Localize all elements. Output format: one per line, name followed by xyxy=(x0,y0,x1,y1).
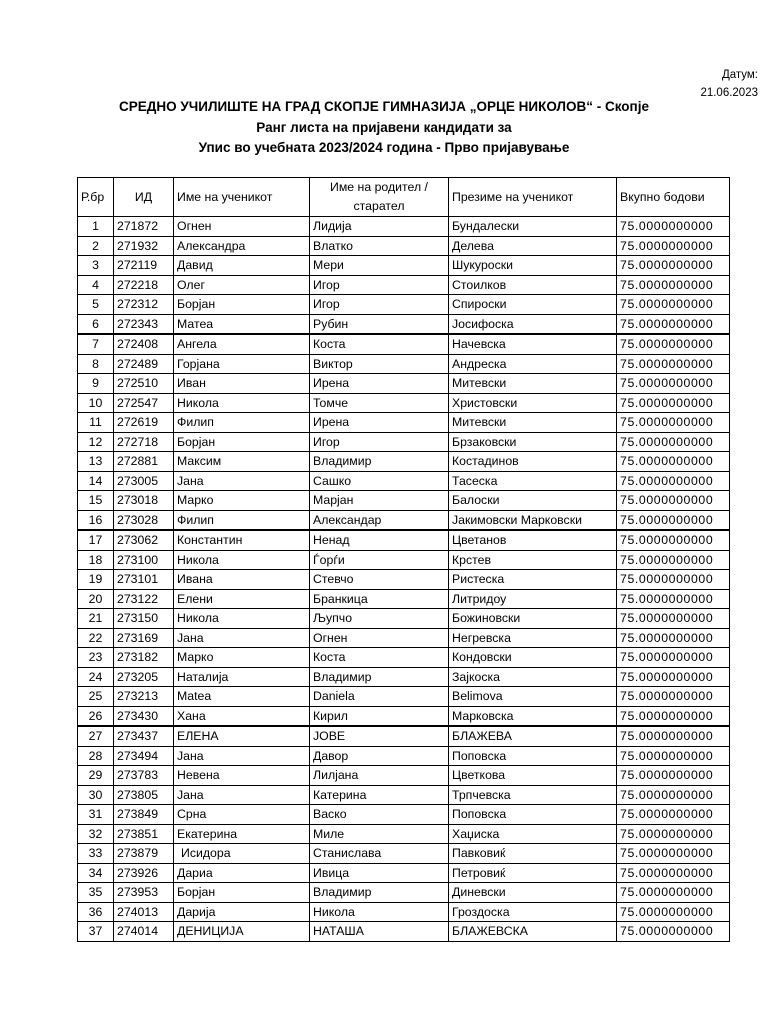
table-row xyxy=(78,510,730,530)
points-cell: 75.0000000000 xyxy=(617,413,730,433)
student-name-cell: Давид xyxy=(174,256,310,276)
parent-name-cell: Бранкица xyxy=(310,589,449,609)
parent-name-cell: Марјан xyxy=(310,491,449,511)
points-cell: 75.0000000000 xyxy=(617,510,730,530)
table-row xyxy=(78,824,730,844)
table-row xyxy=(78,667,730,687)
table-row xyxy=(78,236,730,256)
points-cell: 75.0000000000 xyxy=(617,452,730,472)
student-name-cell: Марко xyxy=(174,491,310,511)
student-name-cell: Дариа xyxy=(174,863,310,883)
student-name-cell: Огнен xyxy=(174,217,310,237)
rank-cell: 24 xyxy=(78,667,114,687)
points-cell: 75.0000000000 xyxy=(617,785,730,805)
points-cell: 75.0000000000 xyxy=(617,687,730,707)
surname-cell: Брзаковски xyxy=(449,432,617,452)
id-cell: 273879 xyxy=(114,844,174,864)
id-cell: 273851 xyxy=(114,824,174,844)
points-cell: 75.0000000000 xyxy=(617,863,730,883)
table-row xyxy=(78,256,730,276)
id-cell: 273494 xyxy=(114,746,174,766)
student-name-cell: Невена xyxy=(174,766,310,786)
parent-name-cell: Кирил xyxy=(310,706,449,726)
surname-cell: БЛАЖЕВА xyxy=(449,726,617,746)
table-row xyxy=(78,334,730,354)
points-cell: 75.0000000000 xyxy=(617,746,730,766)
rank-cell: 27 xyxy=(78,726,114,746)
student-name-cell: Горјана xyxy=(174,354,310,374)
parent-name-cell: Станислава xyxy=(310,844,449,864)
surname-cell: Митевски xyxy=(449,413,617,433)
id-cell: 271932 xyxy=(114,236,174,256)
id-cell: 273805 xyxy=(114,785,174,805)
ranking-table xyxy=(77,177,730,942)
id-cell: 272489 xyxy=(114,354,174,374)
points-cell: 75.0000000000 xyxy=(617,550,730,570)
points-cell: 75.0000000000 xyxy=(617,706,730,726)
student-name-cell: Јана xyxy=(174,628,310,648)
rank-cell: 15 xyxy=(78,491,114,511)
table-row xyxy=(78,805,730,825)
points-cell: 75.0000000000 xyxy=(617,236,730,256)
id-cell: 273122 xyxy=(114,589,174,609)
points-cell: 75.0000000000 xyxy=(617,902,730,922)
student-name-cell: Хана xyxy=(174,706,310,726)
parent-name-cell: Коста xyxy=(310,648,449,668)
surname-cell: Божиновски xyxy=(449,609,617,629)
parent-name-cell: Љупчо xyxy=(310,609,449,629)
surname-cell: Спироски xyxy=(449,295,617,315)
table-row xyxy=(78,471,730,491)
header-parent-name: Име на родител /старател xyxy=(310,178,449,217)
rank-cell: 25 xyxy=(78,687,114,707)
points-cell: 75.0000000000 xyxy=(617,374,730,394)
id-cell: 273062 xyxy=(114,530,174,550)
rank-cell: 36 xyxy=(78,902,114,922)
rank-cell: 18 xyxy=(78,550,114,570)
points-cell: 75.0000000000 xyxy=(617,275,730,295)
student-name-cell: Борјан xyxy=(174,295,310,315)
rank-cell: 16 xyxy=(78,510,114,530)
surname-cell: Шукуроски xyxy=(449,256,617,276)
parent-name-cell: Ирена xyxy=(310,413,449,433)
rank-cell: 32 xyxy=(78,824,114,844)
student-name-cell: Никола xyxy=(174,550,310,570)
surname-cell: Костадинов xyxy=(449,452,617,472)
parent-name-cell: Мери xyxy=(310,256,449,276)
points-cell: 75.0000000000 xyxy=(617,471,730,491)
table-row xyxy=(78,589,730,609)
rank-cell: 30 xyxy=(78,785,114,805)
parent-name-cell: Ненад xyxy=(310,530,449,550)
surname-cell: Трпчевска xyxy=(449,785,617,805)
points-cell: 75.0000000000 xyxy=(617,314,730,334)
surname-cell: Стоилков xyxy=(449,275,617,295)
rank-cell: 17 xyxy=(78,530,114,550)
student-name-cell: Никола xyxy=(174,609,310,629)
table-row xyxy=(78,550,730,570)
student-name-cell: Борјан xyxy=(174,883,310,903)
surname-cell: Митевски xyxy=(449,374,617,394)
table-row xyxy=(78,687,730,707)
id-cell: 273169 xyxy=(114,628,174,648)
id-cell: 273953 xyxy=(114,883,174,903)
parent-name-cell: Томче xyxy=(310,393,449,413)
student-name-cell: Наталија xyxy=(174,667,310,687)
points-cell: 75.0000000000 xyxy=(617,609,730,629)
parent-name-cell: Коста xyxy=(310,334,449,354)
student-name-cell: Филип xyxy=(174,510,310,530)
id-cell: 272408 xyxy=(114,334,174,354)
table-row xyxy=(78,766,730,786)
id-cell: 272718 xyxy=(114,432,174,452)
student-name-cell: Исидора xyxy=(174,844,310,864)
surname-cell: Ристеска xyxy=(449,570,617,590)
rank-cell: 11 xyxy=(78,413,114,433)
parent-name-cell: Влатко xyxy=(310,236,449,256)
surname-cell: Поповска xyxy=(449,805,617,825)
parent-name-cell: Никола xyxy=(310,902,449,922)
table-row xyxy=(78,530,730,550)
student-name-cell: Константин xyxy=(174,530,310,550)
table-row xyxy=(78,413,730,433)
date-value: 21.06.2023 xyxy=(700,87,758,99)
surname-cell: БЛАЖЕВСКА xyxy=(449,922,617,942)
student-name-cell: Ангела xyxy=(174,334,310,354)
parent-name-cell: Давор xyxy=(310,746,449,766)
id-cell: 272510 xyxy=(114,374,174,394)
id-cell: 273783 xyxy=(114,766,174,786)
title-school: СРЕДНО УЧИЛИШТЕ НА ГРАД СКОПЈЕ ГИМНАЗИЈА „ОРЦЕ НИКОЛОВ“ - Скопје xyxy=(119,99,649,114)
student-name-cell: ДЕНИЦИЈА xyxy=(174,922,310,942)
rank-cell: 4 xyxy=(78,275,114,295)
surname-cell: Јакимовски Марковски xyxy=(449,510,617,530)
parent-name-cell: Владимир xyxy=(310,667,449,687)
points-cell: 75.0000000000 xyxy=(617,354,730,374)
rank-cell: 14 xyxy=(78,471,114,491)
parent-name-cell: НАТАША xyxy=(310,922,449,942)
points-cell: 75.0000000000 xyxy=(617,295,730,315)
id-cell: 273018 xyxy=(114,491,174,511)
table-row xyxy=(78,706,730,726)
points-cell: 75.0000000000 xyxy=(617,491,730,511)
surname-cell: Цветкова xyxy=(449,766,617,786)
table-body xyxy=(78,217,730,942)
points-cell: 75.0000000000 xyxy=(617,805,730,825)
points-cell: 75.0000000000 xyxy=(617,667,730,687)
table-row xyxy=(78,726,730,746)
surname-cell: Андреска xyxy=(449,354,617,374)
table-row xyxy=(78,432,730,452)
parent-name-cell: Игор xyxy=(310,295,449,315)
parent-name-cell: Рубин xyxy=(310,314,449,334)
surname-cell: Гроздоска xyxy=(449,902,617,922)
parent-name-cell: Васко xyxy=(310,805,449,825)
table-row xyxy=(78,883,730,903)
student-name-cell: Никола xyxy=(174,393,310,413)
id-cell: 273849 xyxy=(114,805,174,825)
id-cell: 272312 xyxy=(114,295,174,315)
student-name-cell: Александра xyxy=(174,236,310,256)
student-name-cell: Филип xyxy=(174,413,310,433)
surname-cell: Поповска xyxy=(449,746,617,766)
rank-cell: 21 xyxy=(78,609,114,629)
date-label: Датум: xyxy=(721,69,758,81)
id-cell: 272619 xyxy=(114,413,174,433)
id-cell: 273100 xyxy=(114,550,174,570)
table-row xyxy=(78,217,730,237)
parent-name-cell: Сашко xyxy=(310,471,449,491)
points-cell: 75.0000000000 xyxy=(617,726,730,746)
surname-cell: Диневски xyxy=(449,883,617,903)
id-cell: 274013 xyxy=(114,902,174,922)
table-header-row xyxy=(78,178,730,217)
table-row xyxy=(78,295,730,315)
student-name-cell: Дарија xyxy=(174,902,310,922)
surname-cell: Павковиќ xyxy=(449,844,617,864)
surname-cell: Марковска xyxy=(449,706,617,726)
parent-name-cell: Игор xyxy=(310,432,449,452)
parent-name-cell: Владимир xyxy=(310,883,449,903)
id-cell: 273205 xyxy=(114,667,174,687)
surname-cell: Зајкоска xyxy=(449,667,617,687)
id-cell: 273926 xyxy=(114,863,174,883)
student-name-cell: Matea xyxy=(174,687,310,707)
surname-cell: Јосифоска xyxy=(449,314,617,334)
parent-name-cell: ЈОВЕ xyxy=(310,726,449,746)
surname-cell: Тасеска xyxy=(449,471,617,491)
parent-name-cell: Владимир xyxy=(310,452,449,472)
title-enrollment: Упис во учебната 2023/2024 година - Прво пријавување xyxy=(198,140,570,155)
student-name-cell: Марко xyxy=(174,648,310,668)
student-name-cell: Борјан xyxy=(174,432,310,452)
id-cell: 273101 xyxy=(114,570,174,590)
parent-name-cell: Игор xyxy=(310,275,449,295)
table-row xyxy=(78,570,730,590)
table-row xyxy=(78,785,730,805)
rank-cell: 28 xyxy=(78,746,114,766)
rank-cell: 12 xyxy=(78,432,114,452)
surname-cell: Цветанов xyxy=(449,530,617,550)
surname-cell: Кондовски xyxy=(449,648,617,668)
id-cell: 272547 xyxy=(114,393,174,413)
points-cell: 75.0000000000 xyxy=(617,393,730,413)
table-row xyxy=(78,374,730,394)
surname-cell: Belimova xyxy=(449,687,617,707)
id-cell: 273150 xyxy=(114,609,174,629)
table-row xyxy=(78,491,730,511)
rank-cell: 20 xyxy=(78,589,114,609)
surname-cell: Балоски xyxy=(449,491,617,511)
surname-cell: Хаџиска xyxy=(449,824,617,844)
parent-name-cell: Виктор xyxy=(310,354,449,374)
title-ranklist: Ранг листа на пријавени кандидати за xyxy=(256,119,512,135)
surname-cell: Христовски xyxy=(449,393,617,413)
points-cell: 75.0000000000 xyxy=(617,217,730,237)
parent-name-cell: Ѓорѓи xyxy=(310,550,449,570)
points-cell: 75.0000000000 xyxy=(617,824,730,844)
points-cell: 75.0000000000 xyxy=(617,922,730,942)
student-name-cell: Иван xyxy=(174,374,310,394)
points-cell: 75.0000000000 xyxy=(617,648,730,668)
surname-cell: Негревска xyxy=(449,628,617,648)
id-cell: 273182 xyxy=(114,648,174,668)
id-cell: 272218 xyxy=(114,275,174,295)
header-surname: Презиме на ученикот xyxy=(449,178,617,217)
document-title xyxy=(0,97,768,159)
student-name-cell: Елени xyxy=(174,589,310,609)
rank-cell: 31 xyxy=(78,805,114,825)
rank-cell: 29 xyxy=(78,766,114,786)
table-row xyxy=(78,275,730,295)
id-cell: 273213 xyxy=(114,687,174,707)
points-cell: 75.0000000000 xyxy=(617,334,730,354)
points-cell: 75.0000000000 xyxy=(617,530,730,550)
points-cell: 75.0000000000 xyxy=(617,256,730,276)
rank-cell: 6 xyxy=(78,314,114,334)
rank-cell: 34 xyxy=(78,863,114,883)
rank-cell: 9 xyxy=(78,374,114,394)
table-row xyxy=(78,746,730,766)
table-row xyxy=(78,452,730,472)
surname-cell: Петровиќ xyxy=(449,863,617,883)
rank-cell: 22 xyxy=(78,628,114,648)
student-name-cell: Максим xyxy=(174,452,310,472)
rank-cell: 26 xyxy=(78,706,114,726)
rank-cell: 7 xyxy=(78,334,114,354)
surname-cell: Начевска xyxy=(449,334,617,354)
id-cell: 273430 xyxy=(114,706,174,726)
table-row xyxy=(78,844,730,864)
table-row xyxy=(78,354,730,374)
table-row xyxy=(78,393,730,413)
points-cell: 75.0000000000 xyxy=(617,883,730,903)
student-name-cell: Екатерина xyxy=(174,824,310,844)
id-cell: 272343 xyxy=(114,314,174,334)
parent-name-cell: Ирена xyxy=(310,374,449,394)
parent-name-cell: Александар xyxy=(310,510,449,530)
student-name-cell: Јана xyxy=(174,471,310,491)
surname-cell: Делева xyxy=(449,236,617,256)
parent-name-cell: Лидија xyxy=(310,217,449,237)
points-cell: 75.0000000000 xyxy=(617,570,730,590)
parent-name-cell: Миле xyxy=(310,824,449,844)
parent-name-cell: Daniela xyxy=(310,687,449,707)
id-cell: 273028 xyxy=(114,510,174,530)
points-cell: 75.0000000000 xyxy=(617,628,730,648)
student-name-cell: ЕЛЕНА xyxy=(174,726,310,746)
table-row xyxy=(78,628,730,648)
student-name-cell: Срна xyxy=(174,805,310,825)
header-total-points: Вкупно бодови xyxy=(617,178,730,217)
rank-cell: 33 xyxy=(78,844,114,864)
table-row xyxy=(78,314,730,334)
rank-cell: 23 xyxy=(78,648,114,668)
surname-cell: Крстев xyxy=(449,550,617,570)
surname-cell: Бундалески xyxy=(449,217,617,237)
header-rank: Р.бр xyxy=(78,178,114,217)
rank-cell: 5 xyxy=(78,295,114,315)
id-cell: 272881 xyxy=(114,452,174,472)
rank-cell: 2 xyxy=(78,236,114,256)
table-row xyxy=(78,609,730,629)
parent-name-cell: Огнен xyxy=(310,628,449,648)
surname-cell: Литридоу xyxy=(449,589,617,609)
id-cell: 271872 xyxy=(114,217,174,237)
rank-cell: 19 xyxy=(78,570,114,590)
id-cell: 273005 xyxy=(114,471,174,491)
table-row xyxy=(78,863,730,883)
table-row xyxy=(78,902,730,922)
parent-name-cell: Лилјана xyxy=(310,766,449,786)
points-cell: 75.0000000000 xyxy=(617,432,730,452)
rank-cell: 13 xyxy=(78,452,114,472)
id-cell: 272119 xyxy=(114,256,174,276)
rank-cell: 1 xyxy=(78,217,114,237)
parent-name-cell: Катерина xyxy=(310,785,449,805)
parent-name-cell: Ивица xyxy=(310,863,449,883)
points-cell: 75.0000000000 xyxy=(617,844,730,864)
id-cell: 273437 xyxy=(114,726,174,746)
student-name-cell: Олег xyxy=(174,275,310,295)
student-name-cell: Матеа xyxy=(174,314,310,334)
points-cell: 75.0000000000 xyxy=(617,589,730,609)
points-cell: 75.0000000000 xyxy=(617,766,730,786)
rank-cell: 10 xyxy=(78,393,114,413)
table-row xyxy=(78,648,730,668)
rank-cell: 3 xyxy=(78,256,114,276)
rank-cell: 37 xyxy=(78,922,114,942)
table-row xyxy=(78,922,730,942)
student-name-cell: Ивана xyxy=(174,570,310,590)
rank-cell: 35 xyxy=(78,883,114,903)
parent-name-cell: Стевчо xyxy=(310,570,449,590)
id-cell: 274014 xyxy=(114,922,174,942)
header-student-name: Име на ученикот xyxy=(174,178,310,217)
student-name-cell: Јана xyxy=(174,785,310,805)
rank-cell: 8 xyxy=(78,354,114,374)
student-name-cell: Јана xyxy=(174,746,310,766)
header-id: ИД xyxy=(114,178,174,217)
